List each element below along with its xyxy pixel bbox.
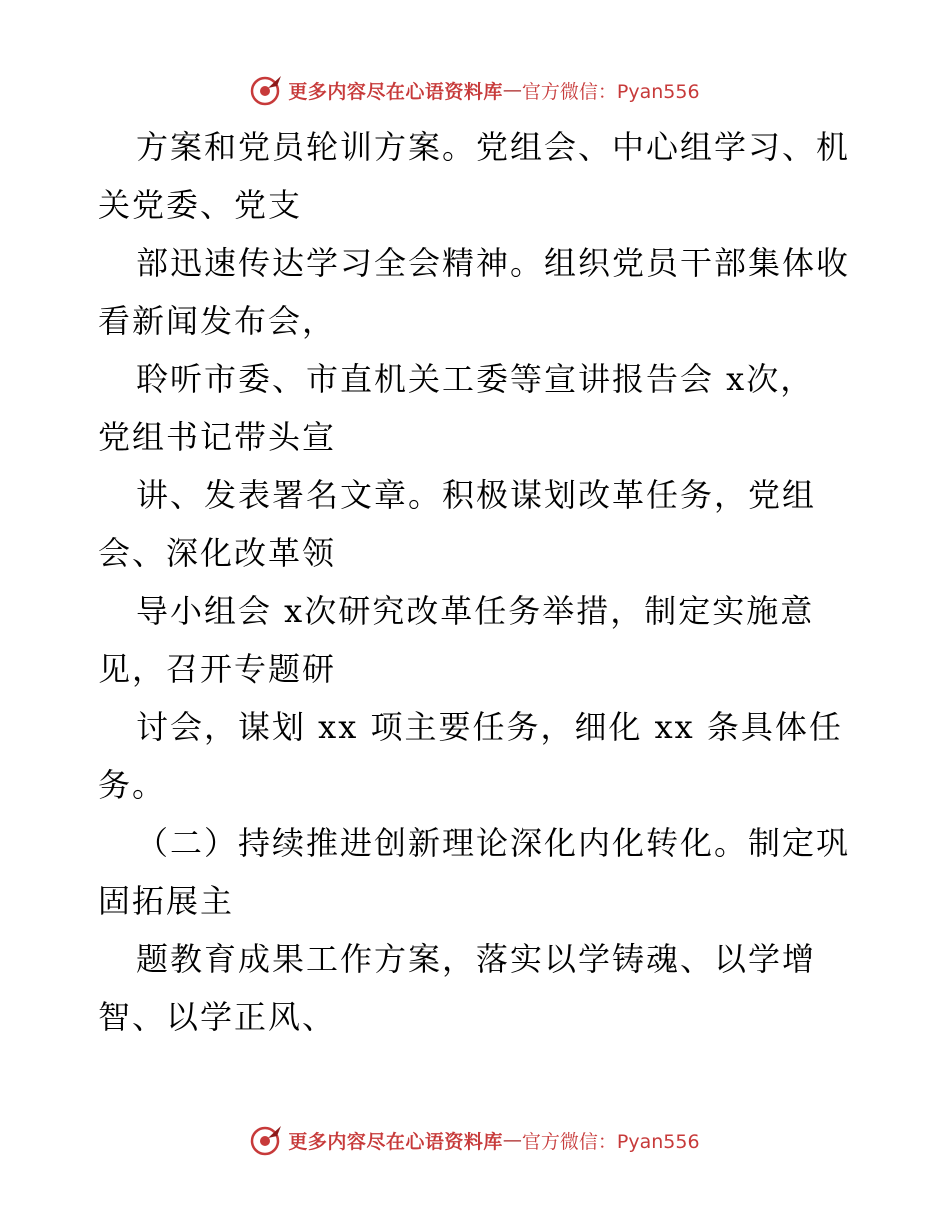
text-line: 固拓展主 [98, 882, 235, 920]
text-line: 看新闻发布会， [98, 302, 337, 340]
watermark-header [0, 70, 950, 110]
text-line: 党组书记带头宣 [98, 418, 337, 456]
quill-logo-icon [250, 1123, 284, 1157]
text-line: 聆听市委、市直机关工委等宣讲报告会 x次， [136, 360, 815, 398]
watermark-footer [0, 1120, 950, 1160]
text-line: 关党委、党支 [98, 186, 303, 224]
text-line: 部迅速传达学习全会精神。组织党员干部集体收 [136, 244, 851, 282]
watermark-separator: — [502, 1129, 522, 1151]
text-line: 导小组会 x次研究改革任务举措，制定实施意 [136, 592, 815, 630]
quill-logo-icon [250, 73, 284, 107]
watermark-separator: — [502, 79, 522, 101]
watermark-text: 更多内容尽在心语资料库 [288, 80, 503, 103]
text-line: 见，召开专题研 [98, 650, 337, 688]
document-body [98, 118, 858, 1046]
text-line: 方案和党员轮训方案。党组会、中心组学习、机 [136, 128, 851, 166]
text-line: 智、以学正风、 [98, 998, 337, 1036]
text-line: 讲、发表署名文章。积极谋划改革任务，党组 [136, 476, 817, 514]
text-line: 会、深化改革领 [98, 534, 337, 572]
watermark-contact: 官方微信：Pyan556 [521, 1130, 700, 1153]
text-line: 讨会，谋划 xx 项主要任务，细化 xx 条具体任 [136, 708, 843, 746]
watermark-contact: 官方微信：Pyan556 [521, 80, 700, 103]
text-line: （二）持续推进创新理论深化内化转化。制定巩 [136, 824, 851, 862]
text-line: 务。 [98, 766, 167, 804]
watermark-text: 更多内容尽在心语资料库 [288, 1130, 503, 1153]
text-line: 题教育成果工作方案，落实以学铸魂、以学增 [136, 940, 817, 978]
